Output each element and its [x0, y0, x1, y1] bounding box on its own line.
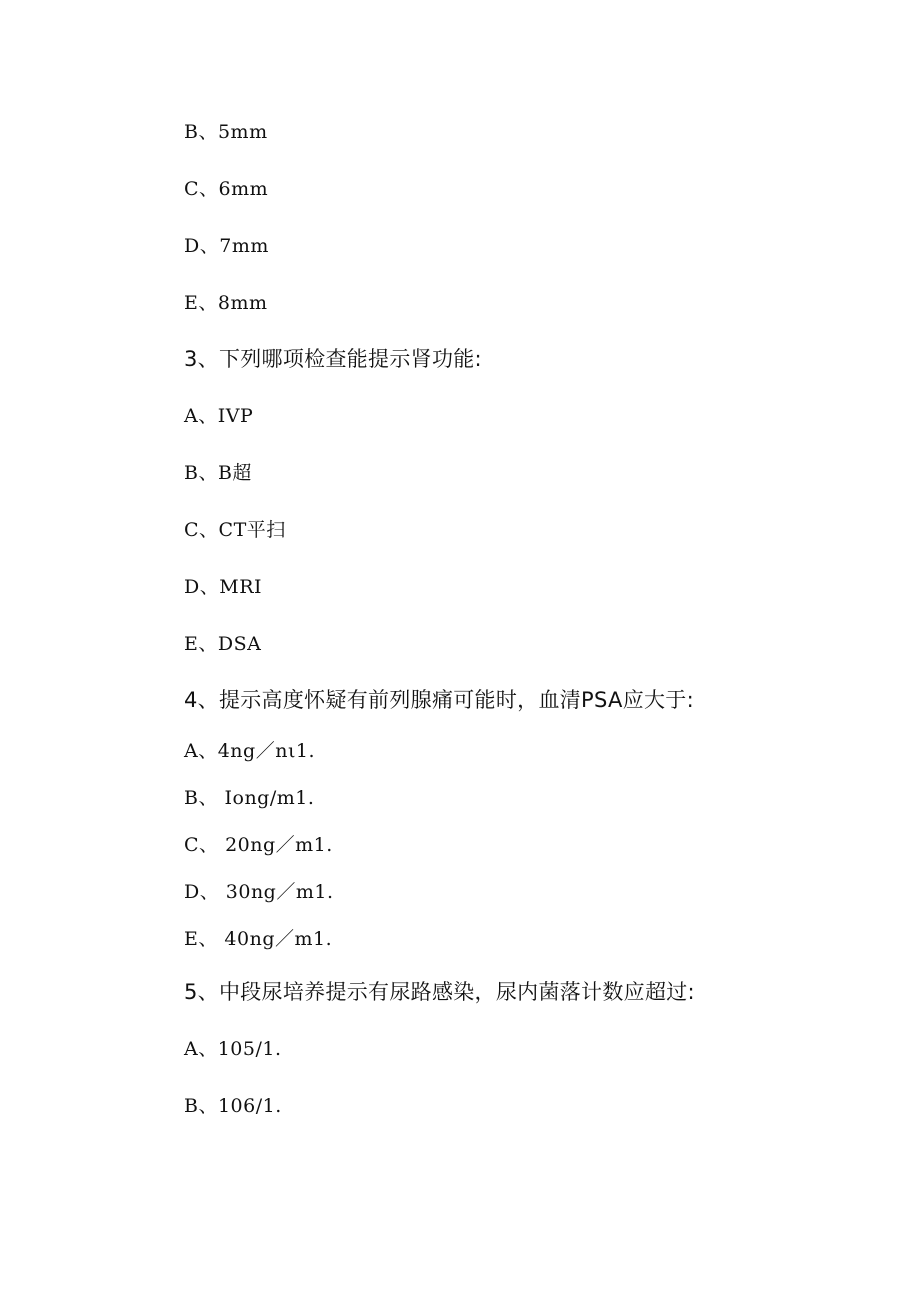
option-d-q3: D、MRI — [184, 576, 262, 598]
option-c-q3: C、CT平扫 — [184, 519, 286, 541]
option-e-q4: E、 40ng／m1. — [184, 928, 333, 950]
question-5: 5、中段尿培养提示有尿路感染，尿内菌落计数应超过: — [184, 980, 695, 1004]
option-b-q2: B、5mm — [184, 121, 268, 143]
option-c-q4: C、 20ng／m1. — [184, 834, 333, 856]
option-c-q2: C、6mm — [184, 178, 269, 200]
option-d-q2: D、7mm — [184, 235, 269, 257]
option-a-q4: A、4ng／nι1. — [184, 740, 316, 762]
option-d-q4: D、 30ng／m1. — [184, 881, 334, 903]
option-e-q2: E、8mm — [184, 292, 268, 314]
option-b-q5: B、106/1. — [184, 1095, 282, 1117]
option-a-q3: A、IVP — [184, 405, 254, 427]
option-b-q4: B、 Iong/m1. — [184, 787, 315, 809]
option-b-q3: B、B超 — [184, 462, 252, 484]
option-e-q3: E、DSA — [184, 633, 262, 655]
question-4: 4、提示高度怀疑有前列腺痛可能时，血清PSA应大于: — [184, 688, 694, 712]
question-3: 3、下列哪项检查能提示肾功能: — [184, 347, 482, 371]
option-a-q5: A、105/1. — [184, 1038, 282, 1060]
